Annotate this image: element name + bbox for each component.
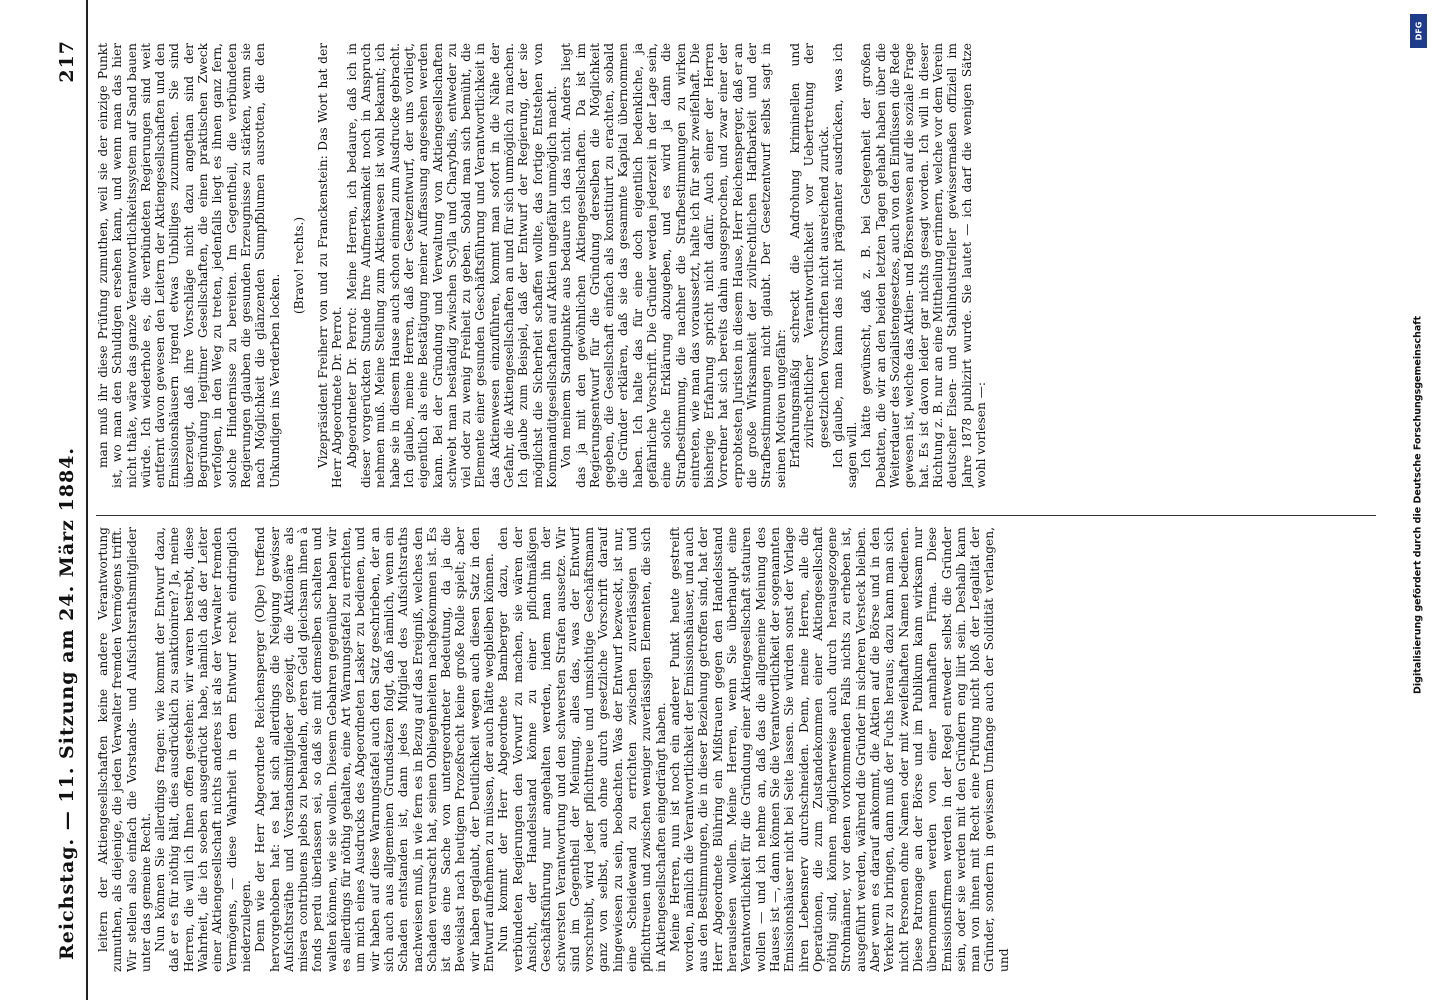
speech-paragraph: Abgeordneter Dr. Perrot: Meine Herren, ich bedaure, daß ich in dieser vorgerückten Stunde Ihre Aufmerksamkeit noch in Anspruch nehmen muß. Meine Stellung zum Aktienwesen ist wohl bekannt; ich habe sie in diesem Hause auch schon einmal zum Ausdrucke gebracht. Ich glaube, meine Herren, daß der Gesetzentwurf, der uns vorliegt, eigentlich als eine Bestätigung meiner Auffassung angesehen werden kann. Bei der Gründung und Verwaltung von Aktiengesellschaften schwebt man beständig zwischen Scylla und Charybdis, entweder zu viel oder zu wenig Freiheit zu geben. Sobald man sich bemüht, die Elemente einer gesunden Geschäftsführung und Verantwortlichkeit in das Aktienwesen einzuführen, kommt man sofort in die Nähe der Gefahr, die Aktiengesellschaften an und für sich unmöglich zu machen. Ich glaube zum Beispiel, daß der Entwurf der Regierung, der sie möglichst die Sicherheit schaffen wollte, das fortige Entstehen von Kommanditgesellschaften auf Aktien ungefähr unmöglich macht. bbox=[344, 43, 559, 488]
speech-paragraph: Von meinem Standpunkte aus bedaure ich das nicht. Anders liegt das ja mit den gewöhnlichen Aktiengesellschaften. Da ist im Regierungsentwurf für die Gründung derselben die Möglichkeit gegeben, die Gesellschaft einfach als konstituirt zu erachten, sobald die Gründer erklären, daß sie das gesammte Kapital übernommen haben. Ich halte das für eine doch eigentlich bedenkliche, ja gefährliche Vorschrift. Die Gründer werden jederzeit in der Lage sein, eine solche Erklärung abzugeben, und es wird ja dann die Strafbestimmung, die nachher die Strafbestimmungen zu wirken eintreten, wie man das voraussetzt, halte ich für sehr zweifelhaft. Die bisherige Erfahrung spricht nicht dafür. Auch einer der Herren Vorredner hat sich bereits dahin ausgesprochen, und zwar einer der erprobtesten Juristen in diesem Hause, Herr Reichensperger, daß er an die große Wirksamkeit der zivilrechtlichen Haftbarkeit und der Strafbestimmungen nicht glaubt. Der Gesetzentwurf selbst sagt in seinen Motiven ungefähr: bbox=[559, 43, 788, 488]
paragraph: Denn wie der Herr Abgeordnete Reichensperger (Olpe) treffend hervorgehoben hat: es hat sich allerdings die Neigung gewisser Aufsichtsräthe und Vorstandsmitglieder gezeigt, die Aktionäre als misera contribuens plebs zu behandeln, deren Geld gleichsam ihnen à fonds perdu überlassen sei, so daß sie mit demselben schalten und walten können, wie sie wollen. Diesem Gebahren gegenüber haben wir es allerdings für nöthig gehalten, eine Art Warnungstafel zu errichten, um mich eines Ausdrucks des Abgeordneten Lasker zu bedienen, und wir haben auf diese Warnungstafel auch den Satz geschrieben, der an sich auch aus allgemeinen Grundsätzen folgt, daß nämlich, wenn ein Schaden entstanden ist, dann jedes Mitglied des Aufsichtsraths nachweisen muß, in wie fern es in Bezug auf das Ereigniß, welches den Schaden verursacht hat, seinen Obliegenheiten nachgekommen ist. Es ist das eine Sache von untergeordneter Bedeutung, da ja die Beweislast nach heutigem Prozeßrecht keine große Rolle spielt; aber wir haben geglaubt, der Deutlichkeit wegen auch diesen Satz in den Entwurf aufnehmen zu müssen, der auch hätte wegbleiben können. bbox=[253, 527, 497, 972]
paragraph: Ich hätte gewünscht, daß z. B. bei Gelegenheit der großen Debatten, die wir an den beiden letzten Tagen gehabt haben über die Weiterdauer des Sozialistengesetzes, auch von den Einflüssen die Rede gewesen ist, welche das Aktien- und Börsenwesen auf die soziale Frage hat. Es ist davon leider gar nichts gesagt worden. Ich will in dieser Richtung z. B. nur an eine Mittheilung erinnern, welche vor dem Verein deutscher Eisen- und Stahlindustrieller gewissermaßen offiziell im Jahre 1878 publizirt wurde. Sie lautet — ich darf die wenigen Sätze wohl vorlesen —: bbox=[859, 43, 988, 488]
left-column bbox=[96, 527, 1376, 972]
running-head: Reichstag. — 11. Sitzung am 24. März 1884. bbox=[56, 446, 78, 960]
column-divider bbox=[96, 515, 1376, 516]
digitization-sidebar bbox=[1404, 70, 1432, 940]
paragraph: leitern der Aktiengesellschaften keine andere Verantwortung zumuthen, als diejenige, die jeden Verwalter fremden Vermögens trifft. Wir stellen also einfach die Vorstands- und Aufsichtsrathsmitglieder unter das gemeine Recht. bbox=[96, 527, 153, 972]
quote-block: Erfahrungsmäßig schreckt die Androhung kriminellen und zivilrechtlicher Verantwortlichkeit vor Uebertretung der gesetzlichen Vorschriften nicht ausreichend zurück. bbox=[787, 43, 831, 468]
page-number: 217 bbox=[56, 40, 78, 83]
sidebar-credit: Digitalisierung gefördert durch die Deutsche Forschungsgemeinschaft bbox=[1412, 316, 1424, 694]
right-column bbox=[96, 43, 1376, 488]
page-header bbox=[50, 0, 88, 1000]
paragraph: Ich glaube, man kann das nicht prägnanter ausdrücken, was ich sagen will. bbox=[830, 43, 860, 488]
applause-note: (Bravo! rechts.) bbox=[291, 216, 306, 315]
dfg-logo-text: DFG bbox=[1414, 21, 1423, 41]
paragraph: Nun kommt der Herr Abgeordnete Bamberger dazu, den verbündeten Regierungen den Vorwurf zu machen, sie wären der Ansicht, der Handelsstand könne zu einer pflichtmäßigen Geschäftsführung nur angehalten werden, indem man ihn der schwersten Verantwortung und den schwersten Strafen aussetze. Wir sind im Gegentheil der Meinung, alles das, was der Entwurf vorschreibt, wird jeder pflichttreue und umsichtige Geschäftsmann ganz von selbst, auch ohne durch gesetzliche Vorschrift darauf hingewiesen zu sein, beobachten. Was der Entwurf bezweckt, ist nur, eine Scheidewand zu errichten zwischen zuverlässigen und pflichttreuen und zwischen weniger zuverlässigen Elementen, die sich in Aktiengesellschaften eingedrängt haben. bbox=[496, 527, 668, 972]
paragraph: Nun können Sie allerdings fragen: wie kommt der Entwurf dazu, daß er es für nöthig hält, dies ausdrücklich zu sanktioniren? Ja, meine Herren, die will ich Ihnen offen gestehen: wir waren bestrebt, diese Wahrheit, die ich soeben ausgedrückt habe, nämlich daß der Leiter einer Aktiengesellschaft nichts anderes ist als der Verwalter fremden Vermögens, — diese Wahrheit in dem Entwurf recht eindringlich niederzulegen. bbox=[153, 527, 253, 972]
paragraph: Meine Herren, nun ist noch ein anderer Punkt heute gestreift worden, nämlich die Verantwortlichkeit der Emissionshäuser, und auch aus den Bestimmungen, die in dieser Beziehung getroffen sind, hat der Herr Abgeordnete Bühring ein Mißtrauen gegen den Handelsstand herauslesen wollen. Meine Herren, wenn Sie überhaupt eine Verantwortlichkeit für die Gründung einer Aktiengesellschaft statuiren wollen — und ich nehme an, daß das die allgemeine Meinung des Hauses ist —, dann können Sie die Verantwortlichkeit der sogenannten Emissionshäuser nicht bei Seite lassen. Sie würden sonst der Vorlage ihren Lebensnerv durchschneiden. Denn, meine Herren, alle die Operationen, die zum Zustandekommen einer Aktiengesellschaft nöthig sind, können möglicherweise auch durch herausgezogene Strohmänner, vor denen vorkommenden Falls nichts zu erheben ist, ausgeführt werden, während die Gründer im sicheren Versteck bleiben. Aber wenn es darauf ankommt, die Aktien auf die Börse und in den Verkehr zu bringen, dann muß der Fuchs heraus; dazu kann man sich nicht Personen ohne Namen oder mit zweifelhaften Namen bedienen. Diese Patronage an der Börse und im Publikum kann wirksam nur übernommen werden von einer namhaften Firma. Diese Emissionsfirmen werden in der Regel entweder selbst die Gründer sein, oder sie werden mit den Gründern eng liirt sein. Deshalb kann man von ihnen mit Recht eine Prüfung nicht bloß der Legalität der Gründer, sondern in gewissem Umfange auch der Solidität verlangen, und bbox=[667, 527, 1011, 972]
paragraph: man muß ihr diese Prüfung zumuthen, weil sie der einzige Punkt ist, wo man den Schuldigen ersehen kann, und wenn man das hier nicht thäte, wäre das ganze Verantwortlichkeitssystem auf Sand bauen würde. Ich wiederhole es, die verbündeten Regierungen sind weit entfernt davon gewesen den Leitern der Aktiengesellschaften und den Emissionshäusern irgend etwas Unbilliges zuzumuthen. Sie sind überzeugt, daß ihre Vorschläge nicht dazu angethan sind der Begründung legitimer Gesellschaften, die einen praktischen Zweck verfolgen, in den Weg zu treten, jedenfalls liegt es ihnen ganz fern, solche Hindernisse zu bereiten. Im Gegentheil, die verbündeten Regierungen glauben die gesunden Erzeugnisse zu stärken, wenn sie nach Möglichkeit die glänzenden Sumpfblumen ausrotten, die den Unkundigen ins Verderben locken. bbox=[96, 43, 282, 488]
dfg-logo bbox=[1410, 14, 1427, 48]
president-line: Vizepräsident Freiherr von und zu Franckenstein: Das Wort hat der Herr Abgeordnete Dr. Perrot. bbox=[316, 43, 345, 488]
